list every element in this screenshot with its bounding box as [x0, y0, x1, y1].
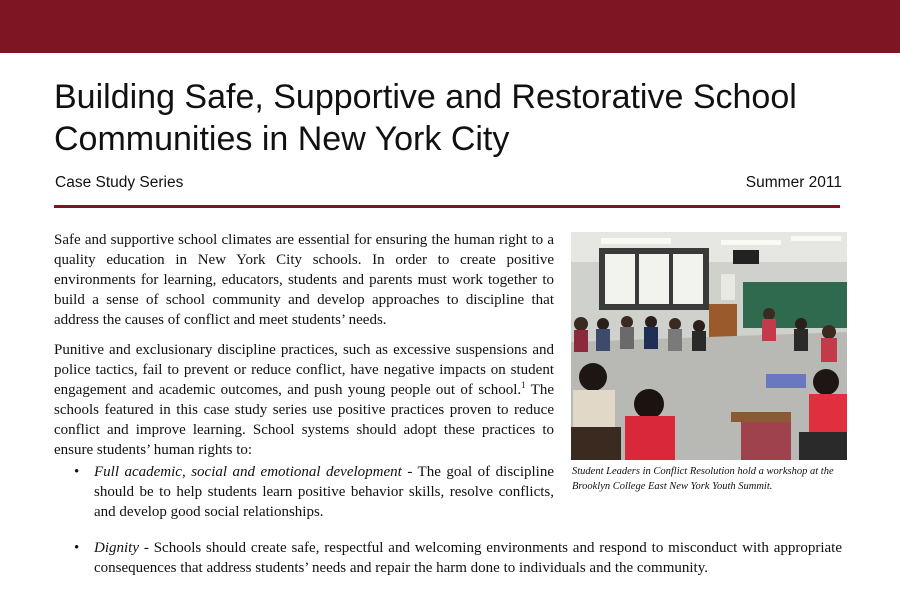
bullet-text: - The goal of discipline should be to help students learn positive behavior skills, resolve conflicts, and develop good social relationships. [94, 464, 555, 520]
workshop-photo-illustration [571, 232, 847, 460]
bullet-dot-icon: • [74, 540, 80, 556]
paragraph-2-text: Punitive and exclusionary discipline practices, such as excessive suspensions and police tactics, fail to prevent or reduce conflict, have negative impacts on student engagement and academic outcomes, and push young people out of school. [54, 342, 554, 398]
paragraph-2-tail: The schools featured in this case study series use positive practices proven to reduce conflict and improve learning. School systems should adopt these practices to ensure students’ human rights to: [54, 382, 554, 458]
bullet-term: Dignity [94, 540, 139, 556]
intro-text [54, 230, 554, 470]
list-item [54, 538, 842, 578]
photo-caption: Student Leaders in Conflict Resolution hold a workshop at the Brooklyn College East New York Youth Summit. [572, 466, 834, 492]
title-divider [54, 205, 840, 208]
bullet-text: - Schools should create safe, respectful and welcoming environments and respond to misconduct with appropriate consequences that address students’ needs and repair the harm done to individuals and the community. [94, 540, 842, 576]
header-band [0, 0, 900, 53]
series-label: Case Study Series [55, 174, 184, 191]
document-title: Building Safe, Supportive and Restorative School Communities in New York City [54, 78, 797, 158]
workshop-photo [571, 232, 847, 460]
list-item [54, 462, 554, 522]
footnote-marker[interactable]: 1 [521, 380, 526, 390]
bullet-dot-icon: • [74, 464, 80, 480]
paragraph-2 [54, 340, 554, 460]
paragraph-1: Safe and supportive school climates are essential for ensuring the human right to a quality education in New York City schools. In order to create positive environments for learning, educators, students and parents must work together to build a sense of school community and develop approaches to discipline that address the causes of conflict and meet students’ needs. [54, 232, 554, 328]
date-label: Summer 2011 [745, 174, 842, 191]
bullet-term: Full academic, social and emotional development [94, 464, 402, 480]
